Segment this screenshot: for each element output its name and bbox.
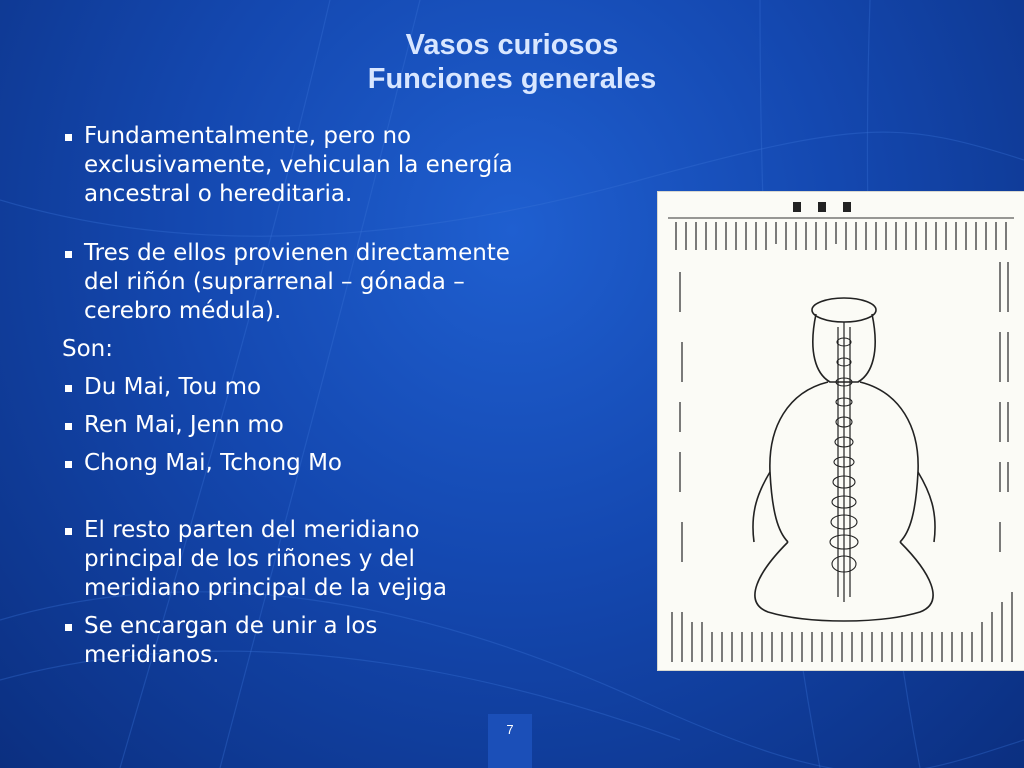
bullet-square-icon: [65, 134, 72, 141]
bullet-6-line-1: El resto parten del meridiano: [84, 517, 420, 543]
bullet-2-line-2: del riñón (suprarrenal – gónada –: [84, 269, 465, 295]
bullet-2-line-1: Tres de ellos provienen directamente: [84, 240, 510, 266]
bullet-item-6: [62, 516, 632, 603]
bullet-6-line-3: meridiano principal de la vejiga: [84, 575, 447, 601]
bullet-item-1: [62, 122, 632, 209]
bullet-item-5: [62, 449, 632, 478]
illustration-drawing: [658, 192, 1024, 670]
bullet-item-4: [62, 411, 632, 440]
bullet-7-line-2: meridianos.: [84, 642, 220, 668]
slide-title: [0, 28, 1024, 96]
bullet-square-icon: [65, 251, 72, 258]
bullet-square-icon: [65, 528, 72, 535]
bullet-square-icon: [65, 385, 72, 392]
bullet-2-line-3: cerebro médula).: [84, 298, 282, 324]
bullet-7-line-1: Se encargan de unir a los: [84, 613, 378, 639]
son-label: Son:: [62, 336, 113, 362]
bullet-4-text: Ren Mai, Jenn mo: [84, 412, 284, 438]
page-number: 7: [506, 722, 514, 737]
bullet-item-3: [62, 373, 632, 402]
bullet-1-line-3: ancestral o hereditaria.: [84, 181, 353, 207]
bullet-5-text: Chong Mai, Tchong Mo: [84, 450, 342, 476]
bullet-square-icon: [65, 461, 72, 468]
bullet-1-line-1: Fundamentalmente, pero no: [84, 123, 412, 149]
bullet-item-7: [62, 612, 632, 670]
bullet-square-icon: [65, 423, 72, 430]
bullet-1-line-2: exclusivamente, vehiculan la energía: [84, 152, 513, 178]
bullet-square-icon: [65, 624, 72, 631]
title-line-2: Funciones generales: [367, 63, 657, 95]
bullet-item-2: [62, 239, 632, 326]
chinese-anatomical-illustration: [657, 191, 1024, 671]
bullet-3-text: Du Mai, Tou mo: [84, 374, 262, 400]
bullet-6-line-2: principal de los riñones y del: [84, 546, 415, 572]
title-line-1: Vasos curiosos: [405, 29, 619, 61]
slide-body: [62, 122, 632, 670]
